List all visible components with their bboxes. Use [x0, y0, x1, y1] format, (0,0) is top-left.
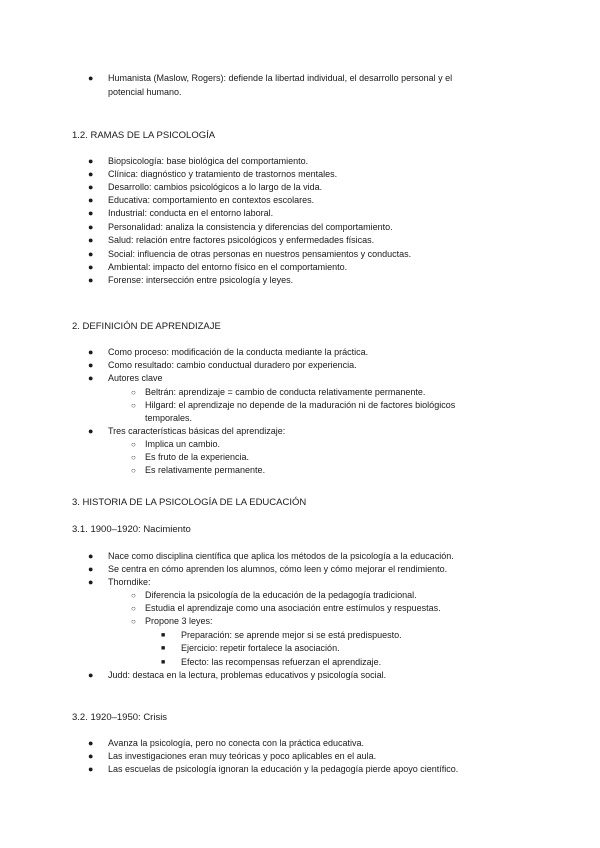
rama-item: Forense: intersección entre psicología y leyes. — [108, 275, 294, 285]
sub-bullet: ○ — [131, 453, 136, 462]
sub-bullet: ○ — [131, 604, 136, 613]
escuelas-item: Las escuelas de psicología ignoran la educación y la pedagogía pierde apoyo científico. — [108, 764, 459, 774]
ley-efecto: Efecto: las recompensas refuerzan el aprendizaje. — [181, 657, 382, 667]
bullet: ● — [88, 764, 94, 774]
humanista-line-2: potencial humano. — [108, 87, 182, 97]
estudia-item: Estudia el aprendizaje como una asociación entre estímulos y respuestas. — [145, 603, 441, 613]
rama-item: Salud: relación entre factores psicológicos y enfermedades físicas. — [108, 235, 375, 245]
thorndike-item: Thorndike: — [108, 577, 151, 587]
ramas-heading: 1.2. RAMAS DE LA PSICOLOGÍA — [72, 130, 216, 141]
rama-item: Ambiental: impacto del entorno físico en el comportamiento. — [108, 262, 348, 272]
nace-item: Nace como disciplina científica que aplica los métodos de la psicología a la educación. — [108, 551, 454, 561]
propone-item: Propone 3 leyes: — [145, 616, 213, 626]
bullet: ● — [88, 347, 94, 357]
square-bullet: ■ — [161, 632, 166, 639]
rama-item: Educativa: comportamiento en contextos escolares. — [108, 195, 315, 205]
caracteristica-item: Implica un cambio. — [145, 439, 221, 449]
bullet: ● — [88, 738, 94, 748]
judd-item: Judd: destaca en la lectura, problemas educativos y psicología social. — [108, 670, 387, 680]
investigaciones-item: Las investigaciones eran muy teóricas y poco aplicables en el aula. — [108, 751, 377, 761]
sub-bullet: ○ — [131, 617, 136, 626]
sub-bullet: ○ — [131, 466, 136, 475]
sub-bullet: ○ — [131, 440, 136, 449]
rama-item: Social: influencia de otras personas en nuestros pensamientos y conductas. — [108, 249, 412, 259]
rama-item: Personalidad: analiza la consistencia y diferencias del comportamiento. — [108, 222, 393, 232]
bullet: ● — [88, 235, 94, 245]
sub-bullet: ○ — [131, 401, 136, 410]
bullet: ● — [88, 577, 94, 587]
sub-bullet: ○ — [131, 591, 136, 600]
tres-caracteristicas-item: Tres características básicas del aprendizaje: — [108, 426, 286, 436]
bullet: ● — [88, 373, 94, 383]
bullet: ● — [88, 195, 94, 205]
ley-preparacion: Preparación: se aprende mejor si se está predispuesto. — [181, 630, 402, 640]
autores-item: Autores clave — [108, 373, 163, 383]
square-bullet: ■ — [161, 659, 166, 666]
bullet: ● — [88, 564, 94, 574]
caracteristica-item: Es fruto de la experiencia. — [145, 452, 250, 462]
square-bullet: ■ — [161, 645, 166, 652]
bullet: ● — [88, 426, 94, 436]
humanista-line-1: Humanista (Maslow, Rogers): defiende la libertad individual, el desarrollo personal y el — [108, 73, 453, 83]
rama-item: Clínica: diagnóstico y tratamiento de trastornos mentales. — [108, 169, 338, 179]
hilgard-line-2: temporales. — [145, 413, 193, 423]
bullet: ● — [88, 208, 94, 218]
subsection-3-1-heading: 3.1. 1900–1920: Nacimiento — [72, 524, 191, 535]
subsection-3-2-heading: 3.2. 1920–1950: Crisis — [72, 712, 168, 723]
bullet: ● — [88, 751, 94, 761]
bullet: ● — [88, 73, 94, 83]
proceso-item: Como proceso: modificación de la conducta mediante la práctica. — [108, 347, 369, 357]
diferencia-item: Diferencia la psicología de la educación de la pedagogía tradicional. — [145, 590, 417, 600]
aprendizaje-heading: 2. DEFINICIÓN DE APRENDIZAJE — [72, 321, 221, 332]
hilgard-line-1: Hilgard: el aprendizaje no depende de la maduración ni de factores biológicos — [145, 400, 456, 410]
bullet: ● — [88, 360, 94, 370]
rama-item: Desarrollo: cambios psicológicos a lo largo de la vida. — [108, 182, 323, 192]
resultado-item: Como resultado: cambio conductual duradero por experiencia. — [108, 360, 357, 370]
bullet: ● — [88, 262, 94, 272]
ley-ejercicio: Ejercicio: repetir fortalece la asociación. — [181, 643, 340, 653]
bullet: ● — [88, 222, 94, 232]
rama-item: Biopsicología: base biológica del comportamiento. — [108, 156, 309, 166]
historia-heading: 3. HISTORIA DE LA PSICOLOGÍA DE LA EDUCACIÓN — [72, 497, 307, 508]
bullet: ● — [88, 275, 94, 285]
centra-item: Se centra en cómo aprenden los alumnos, cómo leen y cómo mejorar el rendimiento. — [108, 564, 448, 574]
rama-item: Industrial: conducta en el entorno laboral. — [108, 208, 274, 218]
bullet: ● — [88, 156, 94, 166]
bullet: ● — [88, 551, 94, 561]
bullet: ● — [88, 169, 94, 179]
bullet: ● — [88, 249, 94, 259]
bullet: ● — [88, 670, 94, 680]
beltran-item: Beltrán: aprendizaje = cambio de conducta relativamente permanente. — [145, 387, 426, 397]
sub-bullet: ○ — [131, 388, 136, 397]
bullet: ● — [88, 182, 94, 192]
caracteristica-item: Es relativamente permanente. — [145, 465, 266, 475]
avanza-item: Avanza la psicología, pero no conecta con la práctica educativa. — [108, 738, 364, 748]
